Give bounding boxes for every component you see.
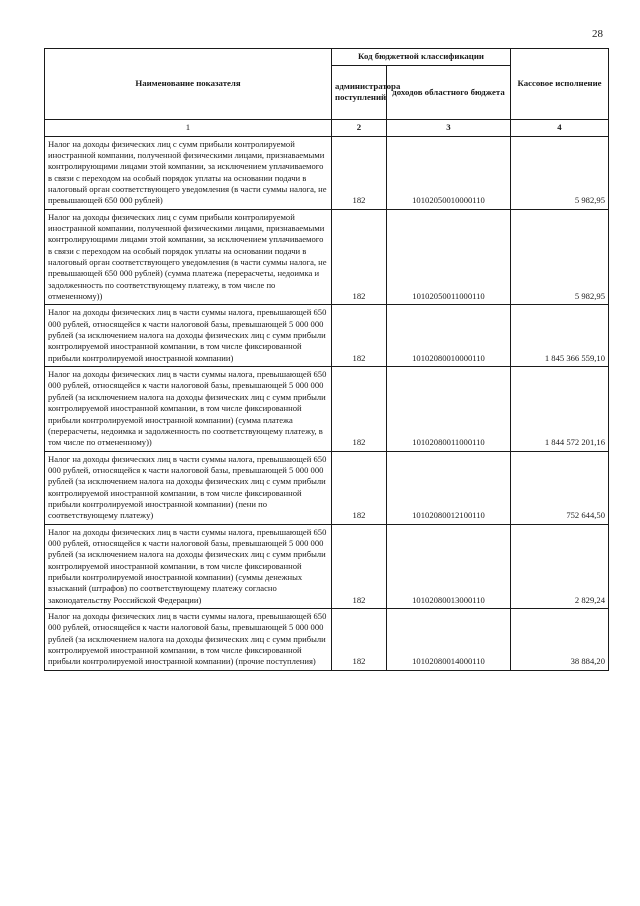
header-name: Наименование показателя bbox=[45, 49, 332, 120]
indicator-name: Налог на доходы физических лиц в части суммы налога, превышающей 650 000 рублей, относящейся к части налоговой базы, превышающей 5 000 000 рублей (за исключением налога на доходы физических лиц с сумм прибыли контролируемой иностранной компании, в том числе фиксированной прибыли контролируемой иностранной компании) bbox=[45, 305, 332, 367]
column-number-row bbox=[45, 120, 609, 137]
admin-code: 182 bbox=[332, 305, 387, 367]
income-code: 10102080012100110 bbox=[387, 451, 511, 524]
admin-code: 182 bbox=[332, 136, 387, 209]
cash-amount: 5 982,95 bbox=[511, 136, 609, 209]
cash-amount: 5 982,95 bbox=[511, 209, 609, 305]
table-row bbox=[45, 367, 609, 451]
admin-code: 182 bbox=[332, 451, 387, 524]
cash-amount: 2 829,24 bbox=[511, 524, 609, 608]
indicator-name: Налог на доходы физических лиц с сумм прибыли контролируемой иностранной компании, полученной физическими лицами, признаваемыми контролирующими лицами этой компании, за исключением уплачиваемого в связи с переходом на особый порядок уплаты на основании подачи в налоговый орган соответствующего уведомления (в части суммы налога, не превышающей 650 000 рублей) bbox=[45, 136, 332, 209]
indicator-name: Налог на доходы физических лиц в части суммы налога, превышающей 650 000 рублей, относящейся к части налоговой базы, превышающей 5 000 000 рублей (за исключением налога на доходы физических лиц с сумм прибыли контролируемой иностранной компании, в том числе фиксированной прибыли контролируемой иностранной компании) (сумма платежа (перерасчеты, недоимка и задолженность по соответствующему платежу, в том числе по отмененному)) bbox=[45, 367, 332, 451]
admin-code: 182 bbox=[332, 209, 387, 305]
income-code: 10102050010000110 bbox=[387, 136, 511, 209]
income-code: 10102080013000110 bbox=[387, 524, 511, 608]
header-admin: администратора поступлений bbox=[332, 65, 387, 119]
income-code: 10102080010000110 bbox=[387, 305, 511, 367]
table-row bbox=[45, 136, 609, 209]
column-number: 4 bbox=[511, 120, 609, 137]
indicator-name: Налог на доходы физических лиц в части суммы налога, превышающей 650 000 рублей, относящейся к части налоговой базы, превышающей 5 000 000 рублей (за исключением налога на доходы физических лиц с сумм прибыли контролируемой иностранной компании, в том числе фиксированной прибыли контролируемой иностранной компании) (пени по соответствующему платежу) bbox=[45, 451, 332, 524]
admin-code: 182 bbox=[332, 609, 387, 671]
table-row bbox=[45, 524, 609, 608]
table-header bbox=[45, 49, 609, 137]
column-number: 2 bbox=[332, 120, 387, 137]
budget-report-table bbox=[44, 48, 609, 671]
indicator-name: Налог на доходы физических лиц в части суммы налога, превышающей 650 000 рублей, относящейся к части налоговой базы, превышающей 5 000 000 рублей (за исключением налога на доходы физических лиц с сумм прибыли контролируемой иностранной компании, в том числе фиксированной прибыли контролируемой иностранной компании) (суммы денежных взысканий (штрафов) по соответствующему платежу согласно законодательству Российской Федерации) bbox=[45, 524, 332, 608]
page-number: 28 bbox=[592, 28, 603, 40]
indicator-name: Налог на доходы физических лиц с сумм прибыли контролируемой иностранной компании, полученной физическими лицами, признаваемыми контролирующими лицами этой компании, за исключением уплачиваемого в связи с переходом на особый порядок уплаты на основании подачи в налоговый орган соответствующего уведомления (в части суммы налога, не превышающей 650 000 рублей) (сумма платежа (перерасчеты, недоимка и задолженность по соответствующему платежу, в том числе по отмененному)) bbox=[45, 209, 332, 305]
income-code: 10102080014000110 bbox=[387, 609, 511, 671]
header-group-budget-code: Код бюджетной классификации bbox=[332, 49, 511, 66]
table-row bbox=[45, 451, 609, 524]
indicator-name: Налог на доходы физических лиц в части суммы налога, превышающей 650 000 рублей, относящейся к части налоговой базы, превышающей 5 000 000 рублей (за исключением налога на доходы физических лиц с сумм прибыли контролируемой иностранной компании, в том числе фиксированной прибыли контролируемой иностранной компании) (прочие поступления) bbox=[45, 609, 332, 671]
income-code: 10102050011000110 bbox=[387, 209, 511, 305]
table-row bbox=[45, 305, 609, 367]
cash-amount: 752 644,50 bbox=[511, 451, 609, 524]
cash-amount: 38 884,20 bbox=[511, 609, 609, 671]
table-body bbox=[45, 136, 609, 670]
column-number: 1 bbox=[45, 120, 332, 137]
header-income: доходов областного бюджета bbox=[387, 65, 511, 119]
admin-code: 182 bbox=[332, 367, 387, 451]
table-row bbox=[45, 609, 609, 671]
column-number: 3 bbox=[387, 120, 511, 137]
cash-amount: 1 844 572 201,16 bbox=[511, 367, 609, 451]
income-code: 10102080011000110 bbox=[387, 367, 511, 451]
header-cash: Кассовое исполнение bbox=[511, 49, 609, 120]
table-row bbox=[45, 209, 609, 305]
admin-code: 182 bbox=[332, 524, 387, 608]
cash-amount: 1 845 366 559,10 bbox=[511, 305, 609, 367]
